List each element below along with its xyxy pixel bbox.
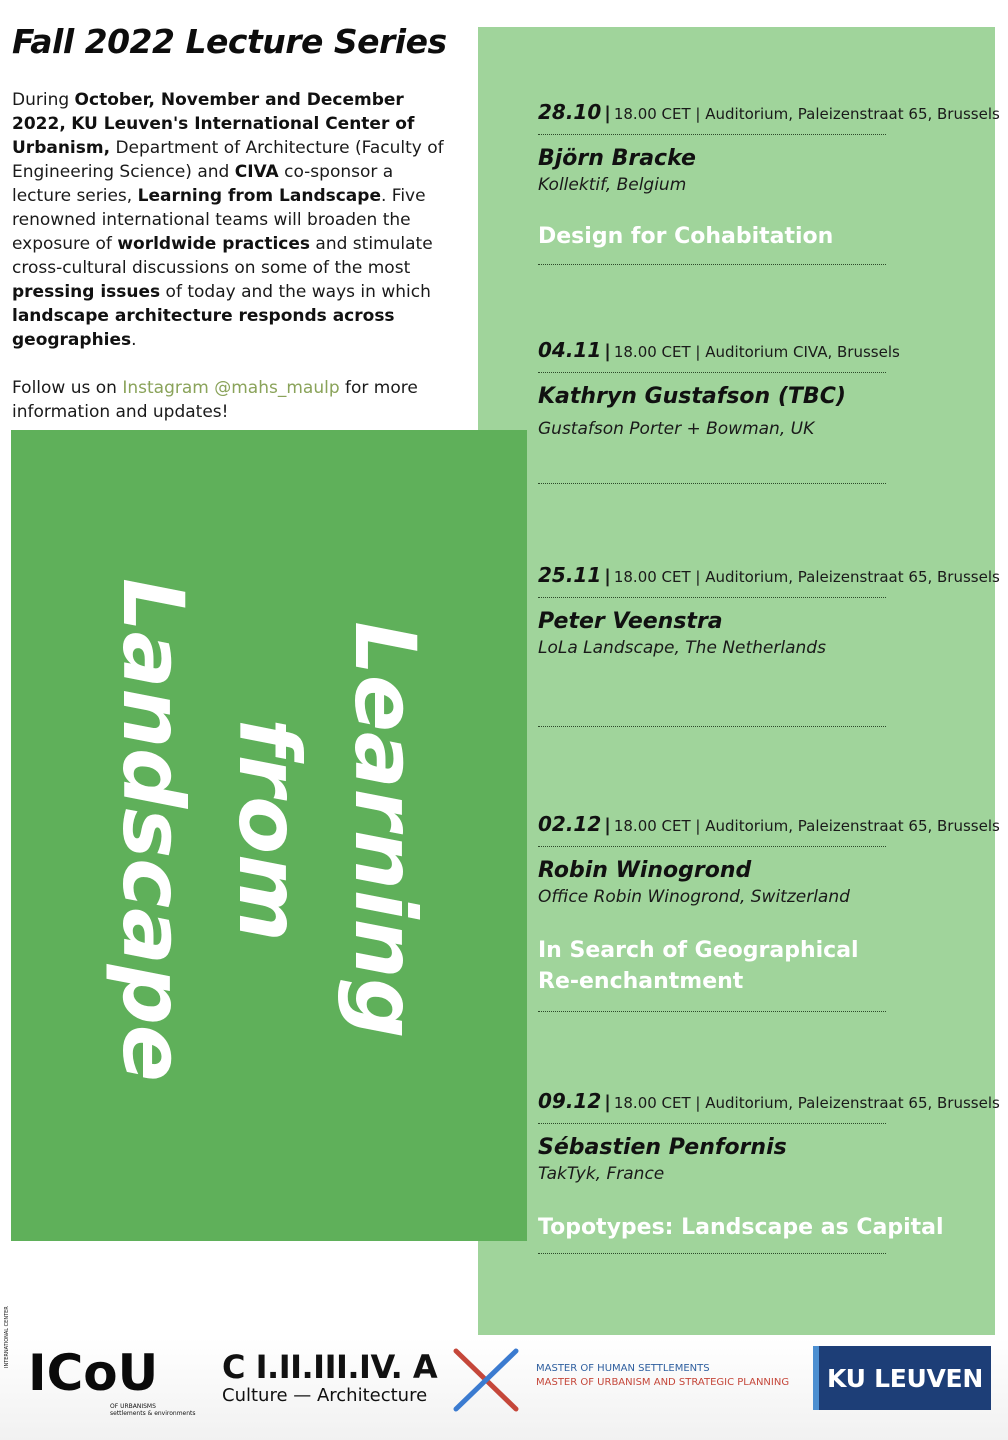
divider	[538, 1253, 886, 1254]
speaker-name: Peter Veenstra	[538, 609, 723, 634]
follow-text: for more information and updates!	[12, 378, 418, 422]
follow-text: Follow us on	[12, 378, 123, 398]
event-meta	[538, 812, 1000, 836]
intro-text	[12, 88, 452, 424]
intro-text-run: co-sponsor a lecture series,	[12, 162, 394, 206]
event-details: 18.00 CET | Auditorium, Paleizenstraat 65, Brussels	[613, 105, 1000, 123]
intro-text-run: .	[131, 330, 137, 350]
instagram-handle[interactable]: Instagram @mahs_maulp	[122, 378, 340, 398]
speaker-org: Office Robin Winogrond, Switzerland	[538, 887, 850, 907]
ku-leuven-wordmark: KU LEUVEN	[827, 1363, 983, 1393]
separator: |	[604, 815, 611, 836]
event-item	[538, 1089, 1000, 1254]
divider	[538, 726, 886, 727]
event-item	[538, 340, 993, 484]
intro-bold-run: worldwide practices	[117, 234, 311, 254]
icou-logo	[4, 1306, 202, 1417]
talk-title-line: Design for Cohabitation	[538, 224, 834, 249]
icou-subtitle-line: OF URBANISMS	[110, 1403, 156, 1410]
event-meta	[538, 100, 1000, 124]
maulp-line: MASTER OF URBANISM AND STRATEGIC PLANNING	[536, 1377, 790, 1388]
speaker-name: Björn Bracke	[538, 146, 696, 171]
separator: |	[604, 566, 611, 587]
divider	[538, 483, 886, 484]
ku-leuven-logo	[813, 1346, 991, 1410]
talk-title	[538, 935, 993, 997]
talk-title-line: Topotypes: Landscape as Capital	[538, 1215, 944, 1240]
speaker-name: Robin Winogrond	[538, 858, 752, 883]
event-meta	[538, 563, 1000, 587]
event-date: 09.12	[538, 1089, 602, 1113]
speaker-name: Sébastien Penfornis	[538, 1135, 787, 1160]
icou-side-text: INTERNATIONAL CENTER	[4, 1306, 10, 1368]
talk-title-line: Re-enchantment	[538, 969, 744, 994]
separator: |	[604, 1092, 611, 1113]
event-details: 18.00 CET | Auditorium CIVA, Brussels	[613, 343, 900, 361]
intro-paragraph	[12, 88, 452, 352]
mahs-x-icon	[452, 1347, 520, 1413]
intro-bold-run: landscape architecture responds across geographies	[12, 306, 395, 350]
series-title-line: Landscape	[104, 578, 202, 1082]
event-meta	[538, 1089, 1000, 1113]
divider	[538, 597, 886, 598]
speaker-org: TakTyk, France	[538, 1164, 665, 1184]
event-item	[538, 812, 1000, 1012]
civa-subtitle: Culture — Architecture	[222, 1385, 428, 1406]
intro-text-run: of today and the ways in which	[160, 282, 431, 302]
intro-bold-run: pressing issues	[12, 282, 161, 302]
intro-bold-run: CIVA	[234, 162, 279, 182]
speaker-org: Gustafson Porter + Bowman, UK	[538, 419, 815, 439]
separator: |	[604, 341, 611, 362]
talk-title-line: In Search of Geographical	[538, 938, 859, 963]
event-details: 18.00 CET | Auditorium, Paleizenstraat 65, Brussels	[613, 568, 1000, 586]
intro-text-run: During	[12, 90, 75, 110]
civa-wordmark: C I.II.III.IV. A	[222, 1348, 438, 1386]
event-date: 04.11	[538, 338, 602, 362]
footer-logos	[0, 1306, 1008, 1440]
page-title: Fall 2022 Lecture Series	[12, 22, 447, 61]
series-title-panel	[11, 430, 527, 1241]
icou-subtitle	[110, 1403, 196, 1417]
speaker-org: Kollektif, Belgium	[538, 175, 687, 195]
divider	[538, 1011, 886, 1012]
intro-text-run: Department of Architecture (Faculty of Engineering Science) and	[12, 138, 444, 182]
intro-text-run: and stimulate cross-cultural discussions on some of the most	[12, 234, 433, 278]
talk-title	[538, 221, 993, 252]
event-meta	[538, 340, 993, 362]
event-details: 18.00 CET | Auditorium, Paleizenstraat 65, Brussels	[613, 817, 1000, 835]
mahs-line: MASTER OF HUMAN SETTLEMENTS	[536, 1363, 710, 1374]
series-title-line: from	[220, 718, 318, 942]
series-title-line: Learning	[336, 621, 434, 1039]
icou-subtitle-line: settlements & environments	[110, 1410, 196, 1417]
follow-paragraph	[12, 376, 452, 424]
talk-title	[538, 1212, 993, 1243]
event-date: 02.12	[538, 812, 602, 836]
divider	[538, 264, 886, 265]
icou-wordmark: ICoU	[28, 1344, 159, 1402]
civa-logo	[222, 1348, 438, 1406]
separator: |	[604, 103, 611, 124]
divider	[538, 134, 886, 135]
intro-bold-run: Learning from Landscape	[137, 186, 381, 206]
event-item	[538, 563, 1000, 727]
speaker-org: LoLa Landscape, The Netherlands	[538, 638, 826, 658]
divider	[538, 372, 886, 373]
event-date: 25.11	[538, 563, 602, 587]
divider	[538, 846, 886, 847]
intro-text-run: . Five renowned international teams will broaden the exposure of	[12, 186, 426, 254]
intro-bold-run: October, November and December 2022,	[12, 90, 404, 134]
event-date: 28.10	[538, 100, 602, 124]
divider	[538, 1123, 886, 1124]
event-item	[538, 100, 1000, 265]
series-title	[95, 450, 443, 1210]
speaker-name: Kathryn Gustafson (TBC)	[538, 384, 846, 409]
mahs-logo-text	[536, 1362, 789, 1390]
event-details: 18.00 CET | Auditorium, Paleizenstraat 65, Brussels	[613, 1094, 1000, 1112]
intro-bold-run: KU Leuven's International Center of Urbanism,	[12, 114, 415, 158]
